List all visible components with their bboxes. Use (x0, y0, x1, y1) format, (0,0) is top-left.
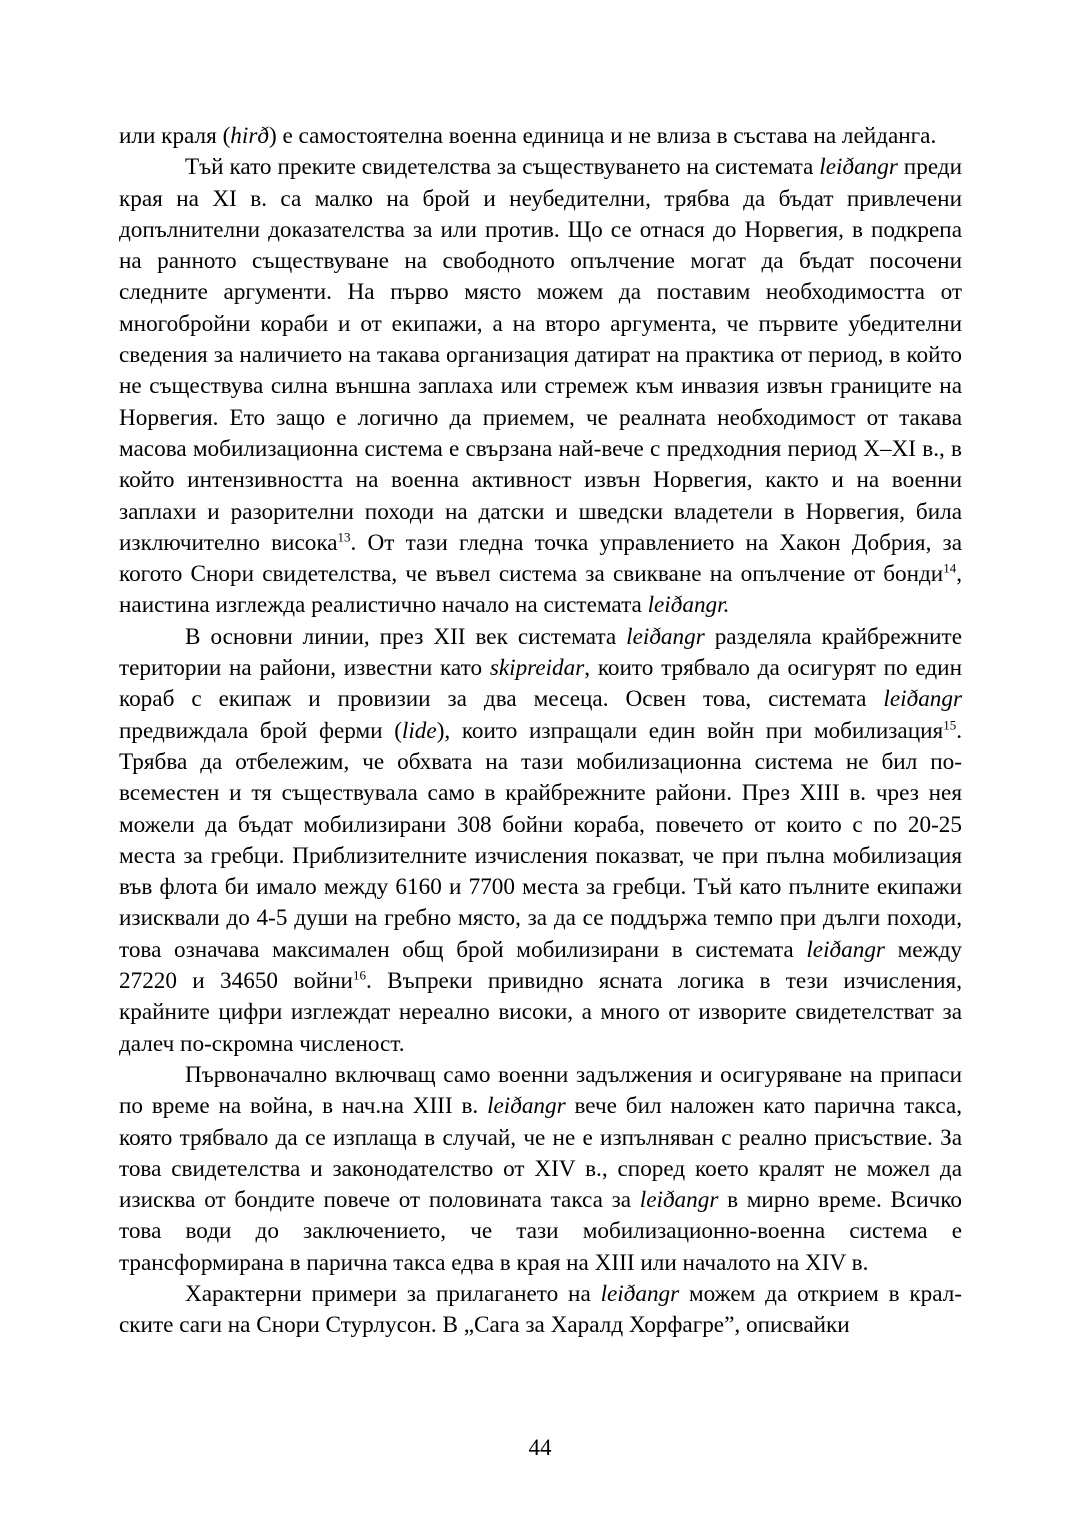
document-body (119, 121, 962, 1342)
page-number: 44 (528, 1435, 552, 1460)
text-run: . От тази гледна точка управлението на Хакон Добрия, за когото Снори свидетелства, че въвел система за свикване на опълчение от бонди (119, 529, 962, 588)
paragraph-3 (119, 622, 962, 1060)
italic-term: lide (401, 717, 437, 744)
italic-term: hirð (230, 123, 269, 149)
text-run: Първоначално включващ само военни задължения и осигуряване на припаси по време на война, в нач.на XIII в. (119, 1061, 962, 1120)
italic-term: leiðangr (806, 936, 885, 963)
text-run: ), които изпращали един войн при мобилизация (436, 717, 944, 744)
text-run: Характерни примери за прилагането на (185, 1280, 601, 1307)
footnote-ref: 16 (352, 967, 366, 983)
text-run: преди края на XI в. са малко на брой и неубедителни, трябва да бъдат привлечени допълнителни доказателства за или против. Що се отнася до Норвегия, в подкрепа на ранното съществуване на свободното опълчение могат да бъдат посочени следните аргументи. На първо място можем да поставим необходимостта от многобройни кораби и от екипажи, а на второ аргумента, че първите убедителни сведения за наличието на такава организация датират на практика от период, в който не съществува силна външна заплаха или стремеж към инвазия извън границите на Норвегия. Ето защо е логично да приемем, че реалната необходимост от такава масова мобилизационна система е свързана най-вече с предходния период X–XI в., в който интензивността на военна активност извън Норвегия, както и на военни заплахи и разорителни походи на датски и шведски владетели в Норвегия, била изключително висока (119, 154, 963, 556)
italic-term: leiðangr (600, 1280, 680, 1307)
italic-term: leiðangr (487, 1093, 566, 1120)
text-run: разделяла крайбрежните територии на райони, известни като (119, 623, 962, 682)
paragraph-5 (119, 1279, 962, 1342)
italic-term: leiðangr (819, 154, 898, 181)
text-run: предвиждала брой ферми ( (119, 717, 402, 744)
footnote-ref: 14 (943, 560, 957, 576)
paragraph-2 (119, 152, 962, 621)
text-run: . Въпреки привидно ясната логика в тези изчисления, крайните цифри изглеждат нереално високи, а много от изворите свидетелстват за далеч по-скромна численост. (119, 968, 962, 1057)
italic-term: leiðangr. (647, 592, 730, 619)
text-run: , които трябвало да осигурят по един кораб с екипаж и провизии за два месеца. Освен това, системата (119, 655, 963, 713)
footnote-ref: 13 (337, 529, 351, 545)
italic-term: leiðangr (883, 686, 962, 713)
text-run: , наистина изглежда реалистично начало на системата (119, 561, 962, 619)
text-run: . Трябва да отбележим, че обхвата на тази мобилизационна система не бил повсеместен и тя съществувала само в крайбрежните райони. През XIII в. чрез нея можели да бъдат мобилизирани 308 бойни кораба, повечето от които с по 20-25 места за гребци. Приблизителните изчисления показват, че при пълна мобилизация във флота би имало между 6160 и 7700 места за гребци. Тъй като пълните екипажи изисквали до 4-5 души на гребно място, за да се поддържа темпо при дълги походи, това означава максимален общ брой мобилизирани в системата (119, 717, 963, 963)
italic-term: leiðangr (639, 1187, 719, 1214)
text-run: можем да открием в кралските саги на Снори Стурлусон. В „Сага за Харалд Хорфагре”, описвайки (119, 1280, 962, 1339)
paragraph-4 (119, 1060, 962, 1279)
text-run: ) е самостоятелна военна единица и не влиза в състава на лейданга. (268, 123, 937, 149)
italic-term: leiðangr (626, 623, 705, 650)
footnote-ref: 15 (943, 716, 957, 732)
text-run: Тъй като преките свидетелства за съществуването на системата (185, 154, 820, 181)
text-run: В основни линии, през XII век системата (185, 623, 627, 650)
text-run: или краля ( (119, 123, 231, 149)
text-run: вече бил наложен като парична такса, която трябвало да се изплаща в случай, че не е изпълняван с реално присъствие. За това свидетелства и законодателство от XIV в., според което кралят не можел да изисква от бондите повече от половината такса за (119, 1093, 962, 1214)
text-run: между 27220 и 34650 войни (119, 936, 962, 995)
paragraph-1 (119, 121, 962, 152)
italic-term: skipreidar (489, 655, 585, 682)
text-run: в мирно време. Всичко това води до заключението, че тази мобилизационно-военна система е трансформирана в парична такса едва в края на XIII или началото на XIV в. (119, 1187, 962, 1276)
